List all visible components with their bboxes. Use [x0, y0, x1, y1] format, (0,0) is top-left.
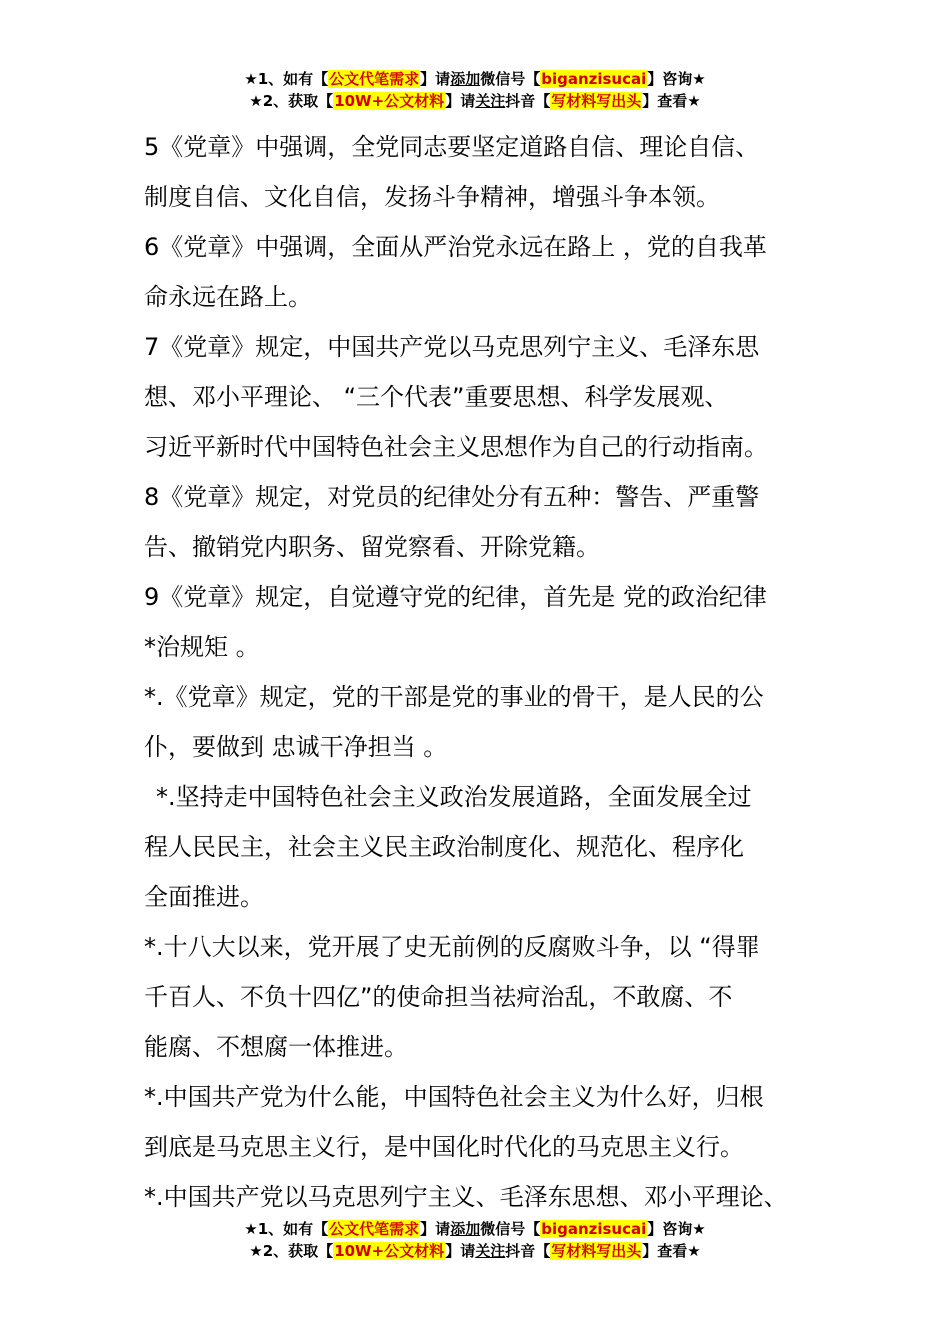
- text-line: *.《党章》规定，党的干部是党的事业的骨干，是人民的公: [144, 683, 764, 711]
- banner-line-2: [0, 90, 950, 112]
- highlight-douyin-account: 写材料写出头: [551, 1242, 642, 1260]
- text-line: 全面推进。: [144, 883, 264, 911]
- text-line: 9《党章》规定，自觉遵守党的纪律，首先是 党的政治纪律: [144, 583, 767, 611]
- banner-underlined-text: 关注: [475, 92, 506, 110]
- banner-text: 微信号【: [480, 70, 541, 88]
- banner-line-2: [0, 1240, 950, 1262]
- banner-text: 】咨询★: [647, 70, 706, 88]
- banner-text: 微信号【: [480, 1220, 541, 1238]
- text-line: 程人民民主，社会主义民主政治制度化、规范化、程序化: [144, 833, 744, 861]
- text-line: *.坚持走中国特色社会主义政治发展道路，全面发展全过: [156, 783, 752, 811]
- text-line: 命永远在路上。: [144, 283, 312, 311]
- text-line: 千百人、不负十四亿”的使命担当祛疴治乱，不敢腐、不: [144, 983, 733, 1011]
- banner-underlined-text: 关注: [475, 1242, 506, 1260]
- text-line: *.中国共产党为什么能，中国特色社会主义为什么好，归根: [144, 1083, 764, 1111]
- text-line: 5《党章》中强调，全党同志要坚定道路自信、理论自信、: [144, 133, 760, 161]
- banner-text: 抖音【: [505, 1242, 551, 1260]
- banner-text: 】咨询★: [647, 1220, 706, 1238]
- text-line: 能腐、不想腐一体推进。: [144, 1033, 408, 1061]
- text-line: *.十八大以来，党开展了史无前例的反腐败斗争，以 “得罪: [144, 933, 760, 961]
- banner-line-1: [0, 68, 950, 90]
- document-body: [144, 122, 824, 1222]
- text-line: *.中国共产党以马克思列宁主义、毛泽东思想、邓小平理论、: [144, 1183, 788, 1211]
- text-line: 到底是马克思主义行，是中国化时代化的马克思主义行。: [144, 1133, 744, 1161]
- text-line: *治规矩 。: [144, 633, 260, 661]
- banner-line-1: [0, 1218, 950, 1240]
- text-line: 制度自信、文化自信，发扬斗争精神，增强斗争本领。: [144, 183, 720, 211]
- text-line: 仆，要做到 忠诚干净担当 。: [144, 733, 448, 761]
- banner-text: 】请: [420, 70, 451, 88]
- highlight-douyin-account: 写材料写出头: [551, 92, 642, 110]
- banner-text: ★2、获取【: [249, 1242, 334, 1260]
- text-line: 习近平新时代中国特色社会主义思想作为自己的行动指南。: [144, 433, 768, 461]
- footer-banner: [0, 1218, 950, 1262]
- banner-text: 】请: [445, 92, 476, 110]
- highlight-wechat-id: biganzisucai: [541, 70, 647, 88]
- text-line: 7《党章》规定，中国共产党以马克思列宁主义、毛泽东思: [144, 333, 760, 361]
- header-banner: [0, 68, 950, 112]
- banner-text: 】查看★: [642, 92, 701, 110]
- banner-text: 抖音【: [505, 92, 551, 110]
- banner-text: 】请: [420, 1220, 451, 1238]
- text-line: 6《党章》中强调，全面从严治党永远在路上 ，党的自我革: [144, 233, 767, 261]
- banner-text: 】请: [445, 1242, 476, 1260]
- banner-text: 】查看★: [642, 1242, 701, 1260]
- banner-text: ★1、如有【: [244, 70, 329, 88]
- highlight-wechat-id: biganzisucai: [541, 1220, 647, 1238]
- text-line: 告、撤销党内职务、留党察看、开除党籍。: [144, 533, 600, 561]
- highlight-service: 公文代笔需求: [329, 70, 420, 88]
- highlight-materials: 10W+公文材料: [334, 92, 445, 110]
- banner-text: ★1、如有【: [244, 1220, 329, 1238]
- highlight-service: 公文代笔需求: [329, 1220, 420, 1238]
- text-line: 8《党章》规定，对党员的纪律处分有五种：警告、严重警: [144, 483, 760, 511]
- text-line: 想、邓小平理论、 “三个代表”重要思想、科学发展观、: [144, 383, 729, 411]
- banner-underlined-text: 添加: [450, 1220, 481, 1238]
- banner-text: ★2、获取【: [249, 92, 334, 110]
- banner-underlined-text: 添加: [450, 70, 481, 88]
- highlight-materials: 10W+公文材料: [334, 1242, 445, 1260]
